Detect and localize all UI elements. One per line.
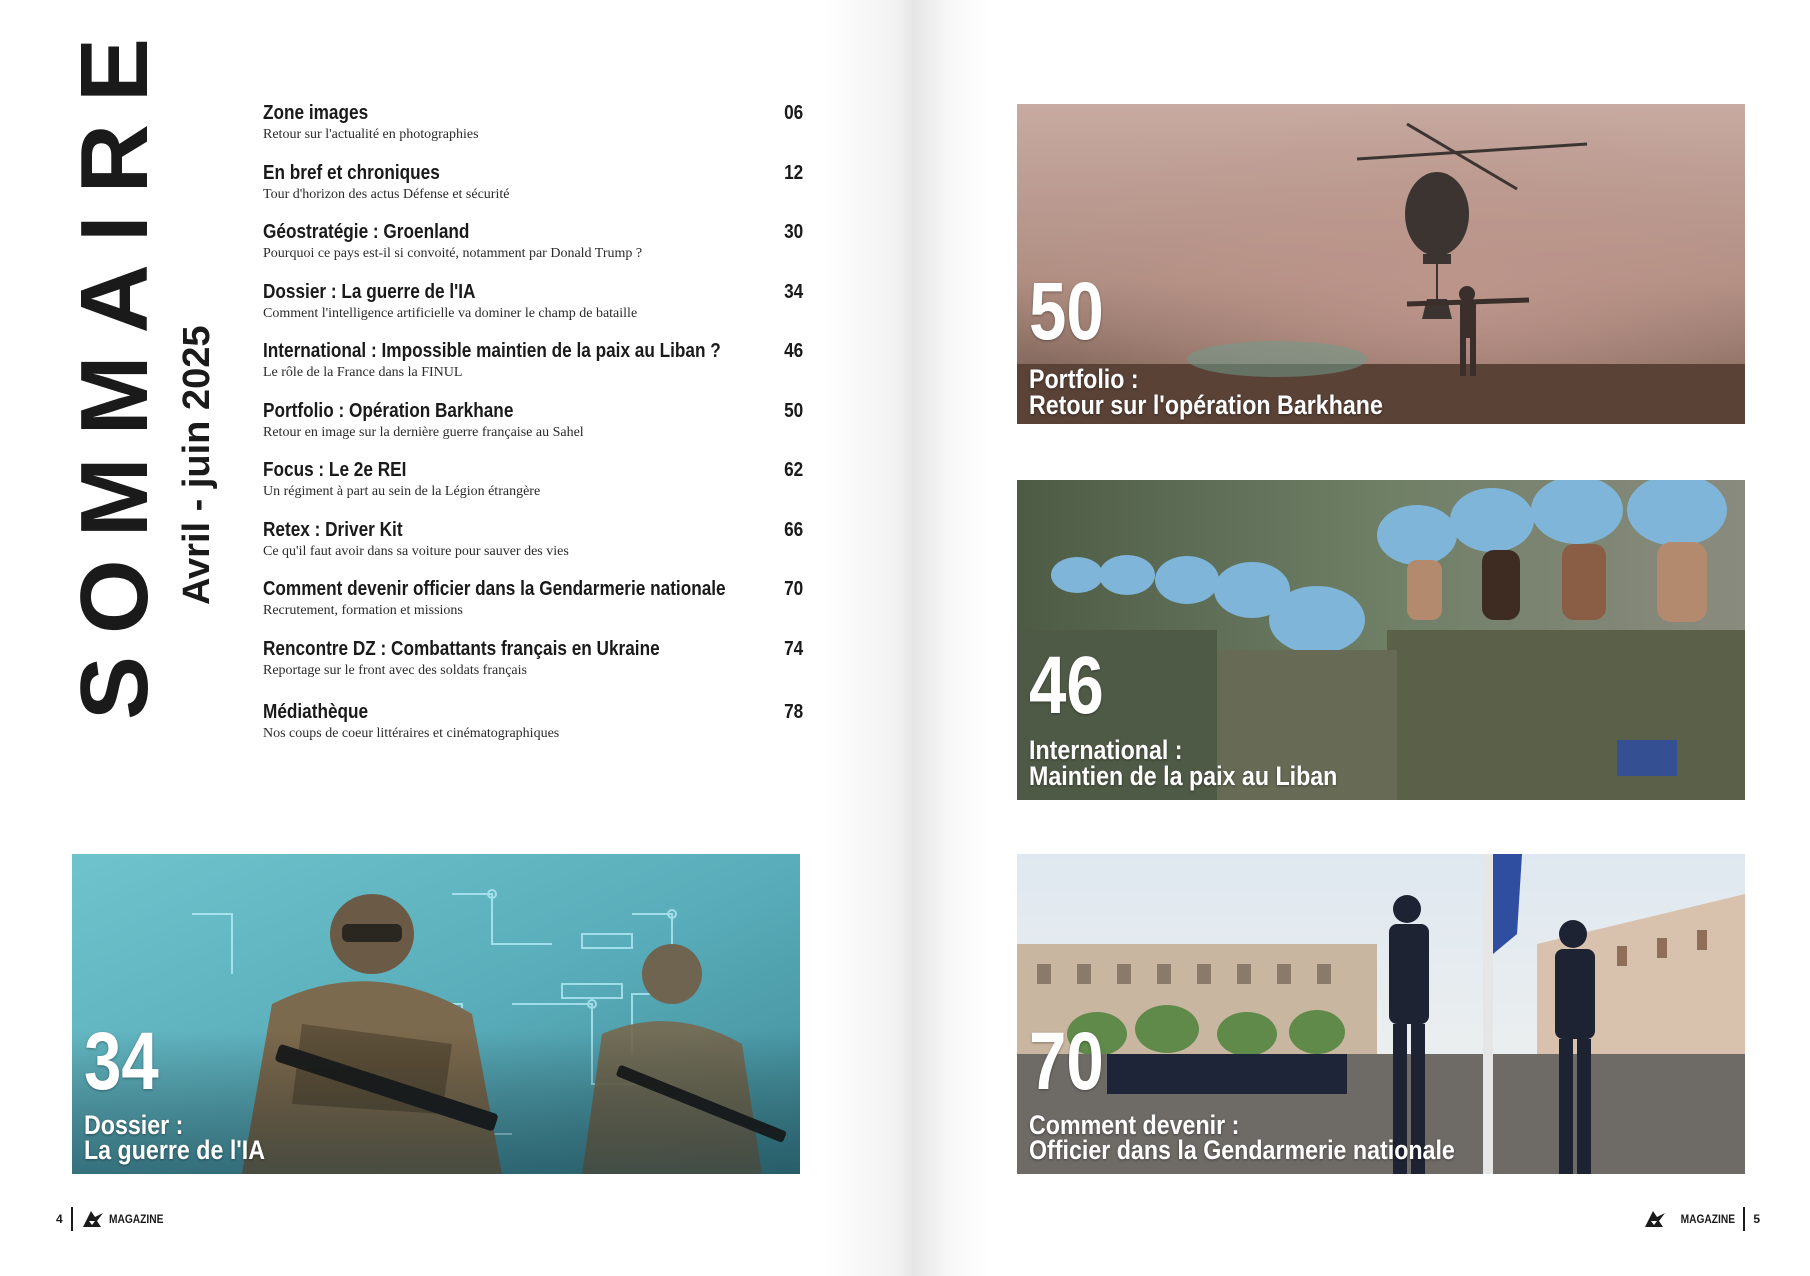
toc-item-page: 74 bbox=[783, 637, 803, 660]
footer-right bbox=[1643, 1204, 1760, 1234]
toc-item[interactable] bbox=[263, 219, 803, 279]
toc-item-subtitle: Nos coups de coeur littéraires et cinématographiques bbox=[263, 726, 560, 741]
toc-item[interactable] bbox=[263, 160, 803, 220]
issue-date: Avril - juin 2025 bbox=[176, 325, 218, 605]
sommaire-title: SOMMAIRE bbox=[61, 16, 168, 720]
feature-liban-line2: Maintien de la paix au Liban bbox=[1029, 761, 1338, 791]
feature-barkhane-number: 50 bbox=[1029, 266, 1104, 357]
toc-item[interactable] bbox=[263, 517, 803, 577]
feature-gendarmerie-line1: Comment devenir : bbox=[1029, 1110, 1240, 1140]
page-number-right: 5 bbox=[1753, 1212, 1760, 1226]
toc-item[interactable] bbox=[263, 338, 803, 398]
feature-barkhane[interactable] bbox=[1017, 104, 1745, 424]
feature-gendarmerie-line2: Officier dans la Gendarmerie nationale bbox=[1029, 1135, 1455, 1165]
feature-liban-number: 46 bbox=[1029, 640, 1104, 731]
toc-item[interactable] bbox=[263, 576, 803, 636]
toc-item-page: 06 bbox=[783, 102, 803, 124]
toc-item-title: Dossier : La guerre de l'IA bbox=[263, 280, 476, 303]
toc-item[interactable] bbox=[263, 457, 803, 517]
feature-gendarmerie-number: 70 bbox=[1029, 1016, 1104, 1107]
toc-item-subtitle: Pourquoi ce pays est-il si convoité, notamment par Donald Trump ? bbox=[263, 246, 643, 261]
footer-separator bbox=[71, 1207, 73, 1231]
feature-ia-line1: Dossier : bbox=[84, 1110, 184, 1140]
toc-item-title: Retex : Driver Kit bbox=[263, 518, 403, 541]
toc-item-page: 50 bbox=[783, 399, 803, 422]
toc-item-subtitle: Retour sur l'actualité en photographies bbox=[263, 127, 479, 142]
toc-item-subtitle: Ce qu'il faut avoir dans sa voiture pour sauver des vies bbox=[263, 543, 569, 559]
toc-item-subtitle: Recrutement, formation et missions bbox=[263, 603, 463, 618]
toc-item-subtitle: Comment l'intelligence artificielle va dominer le champ de bataille bbox=[263, 305, 638, 321]
toc-item-title: Médiathèque bbox=[263, 701, 369, 723]
toc-item-subtitle: Reportage sur le front avec des soldats français bbox=[263, 662, 527, 678]
toc-item-title: Rencontre DZ : Combattants français en Ukraine bbox=[263, 637, 660, 660]
feature-barkhane-line1: Portfolio : bbox=[1029, 364, 1139, 394]
toc-item[interactable] bbox=[263, 699, 803, 759]
feature-ia-number: 34 bbox=[84, 1016, 159, 1107]
magazine-label-left: MAGAZINE bbox=[108, 1212, 164, 1226]
toc-item-title: Géostratégie : Groenland bbox=[263, 221, 470, 243]
toc-item-page: 34 bbox=[783, 280, 803, 303]
feature-barkhane-line2: Retour sur l'opération Barkhane bbox=[1029, 390, 1383, 420]
toc-item-page: 12 bbox=[783, 161, 803, 184]
feature-liban[interactable] bbox=[1017, 480, 1745, 800]
toc-item[interactable] bbox=[263, 279, 803, 339]
toc-item-subtitle: Retour en image sur la dernière guerre française au Sahel bbox=[263, 424, 584, 440]
toc-item-title: Portfolio : Opération Barkhane bbox=[263, 399, 514, 422]
feature-ia-line2: La guerre de l'IA bbox=[84, 1135, 266, 1165]
toc-item-title: International : Impossible maintien de la paix au Liban ? bbox=[263, 340, 721, 362]
footer-left bbox=[56, 1204, 173, 1234]
feature-liban-line1: International : bbox=[1029, 735, 1183, 765]
toc-item-page: 46 bbox=[783, 340, 803, 362]
footer-separator bbox=[1743, 1207, 1745, 1231]
page-number-left: 4 bbox=[56, 1212, 63, 1226]
toc-item[interactable] bbox=[263, 398, 803, 458]
magazine-label-right: MAGAZINE bbox=[1680, 1212, 1736, 1226]
toc-item[interactable] bbox=[263, 636, 803, 696]
toc-item[interactable] bbox=[263, 100, 803, 160]
toc-item-title: Comment devenir officier dans la Gendarmerie nationale bbox=[263, 578, 726, 600]
right-page bbox=[905, 0, 1810, 1276]
toc-item-page: 70 bbox=[783, 578, 803, 600]
toc-item-subtitle: Tour d'horizon des actus Défense et sécurité bbox=[263, 186, 510, 202]
toc-item-page: 62 bbox=[783, 459, 803, 481]
dz-logo-icon bbox=[1643, 1207, 1667, 1231]
vertical-title bbox=[61, 16, 168, 720]
toc-item-title: Zone images bbox=[263, 102, 369, 124]
toc-item-page: 66 bbox=[783, 518, 803, 541]
toc-item-title: Focus : Le 2e REI bbox=[263, 459, 407, 481]
table-of-contents bbox=[263, 100, 803, 759]
dz-logo-icon bbox=[81, 1207, 105, 1231]
toc-item-page: 30 bbox=[783, 221, 803, 243]
feature-gendarmerie[interactable] bbox=[1017, 854, 1745, 1174]
feature-ia[interactable] bbox=[72, 854, 800, 1174]
toc-item-title: En bref et chroniques bbox=[263, 161, 440, 184]
toc-item-page: 78 bbox=[783, 701, 803, 723]
toc-item-subtitle: Un régiment à part au sein de la Légion étrangère bbox=[263, 484, 541, 499]
toc-item-subtitle: Le rôle de la France dans la FINUL bbox=[263, 365, 463, 380]
